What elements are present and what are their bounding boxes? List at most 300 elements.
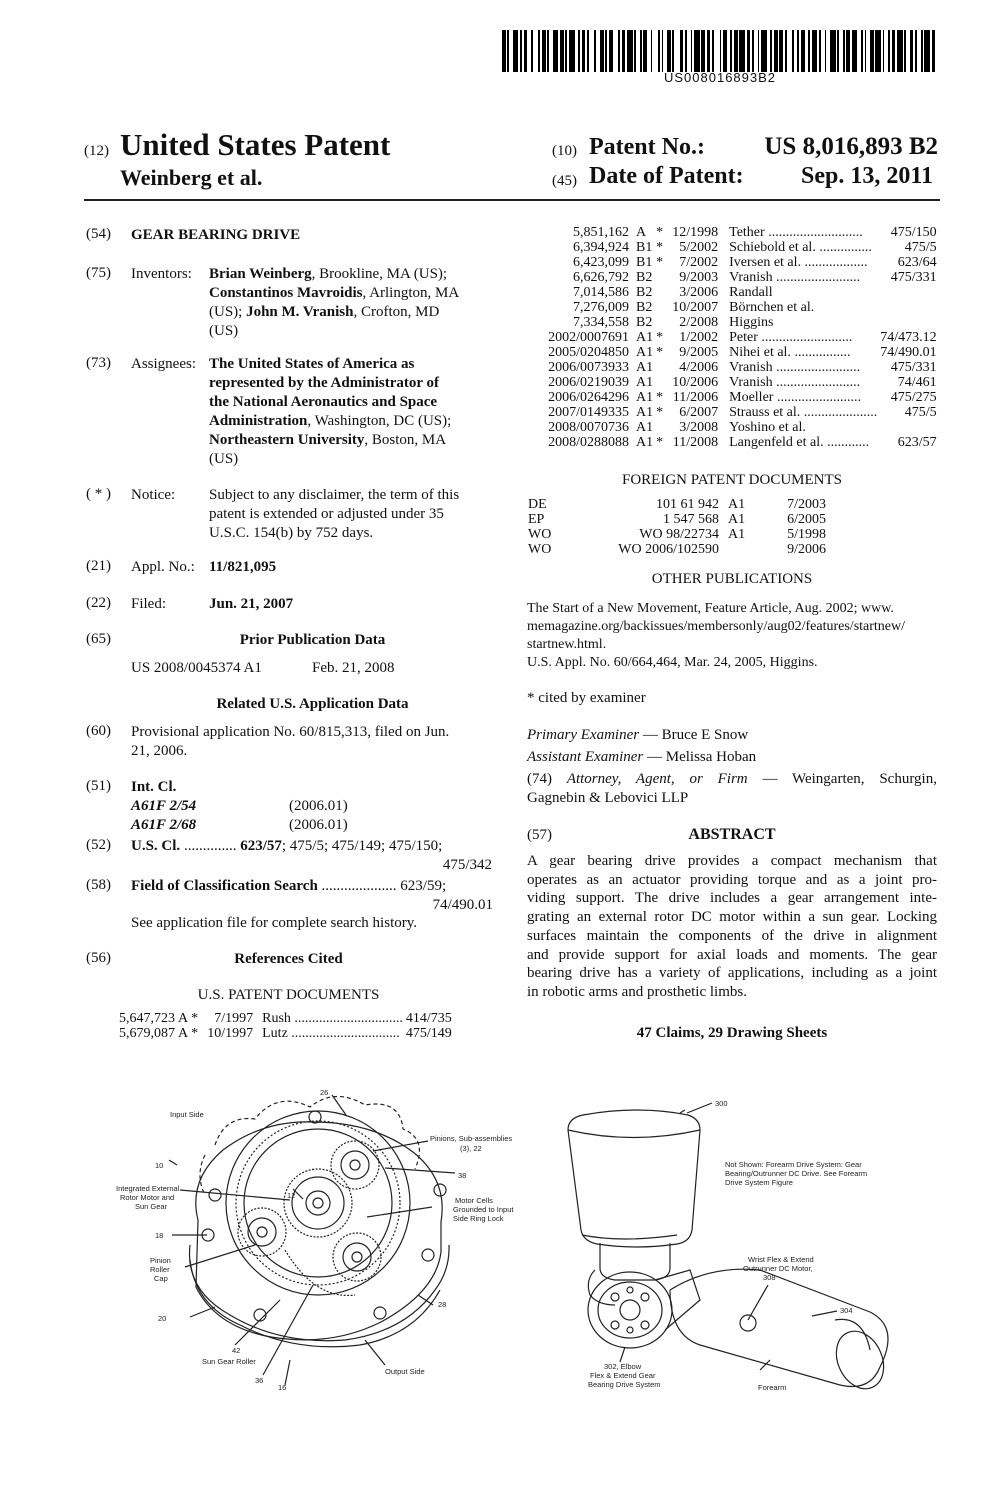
ref-kind: A1: [636, 420, 654, 435]
label-304: 304: [840, 1306, 853, 1315]
other-publications-heading: OTHER PUBLICATIONS: [651, 571, 813, 587]
abstract-line: grating an external rotor DC motor within a sun gear. Locking: [527, 909, 937, 926]
ref-name-text: Börnchen et al.: [729, 300, 815, 315]
ref-name-text: Schiebold et al.: [729, 240, 816, 255]
ref-number: 7,014,586: [573, 285, 629, 300]
ref-name: [721, 315, 880, 330]
assistant-examiner-name: — Melissa Hoban: [643, 749, 757, 765]
other-pub-line: U.S. Appl. No. 60/664,464, Mar. 24, 2005, Higgins.: [527, 655, 818, 670]
inventor-location: , Crofton, MD: [353, 304, 440, 320]
ref-star: *: [656, 435, 664, 450]
label-20: 20: [158, 1314, 167, 1323]
leader-dots: ..............: [183, 838, 237, 854]
ref-kind: A1: [636, 435, 654, 450]
leader-dots: ................: [794, 345, 851, 360]
us-docs-heading: U.S. PATENT DOCUMENTS: [197, 987, 380, 1003]
label-cells-2: Grounded to Input: [453, 1205, 514, 1214]
label-38: 38: [458, 1171, 467, 1180]
label-elbow-1: 302, Elbow: [604, 1362, 642, 1371]
ref-kind: B2: [636, 270, 653, 285]
ref-number: 2006/0073933: [548, 360, 629, 375]
field-search-label: Field of Classification Search: [131, 878, 318, 894]
assignee-location: (US): [209, 451, 239, 467]
primary-examiner-name: — Bruce E Snow: [639, 727, 749, 743]
ref-class: 475/5: [904, 240, 937, 255]
ref-name-text: Randall: [729, 285, 773, 300]
int-cl-version: (2006.01): [289, 817, 348, 833]
ref-date: 3/2006: [679, 285, 719, 300]
us-cl-line2: 475/342: [442, 857, 492, 873]
foreign-docs-heading: FOREIGN PATENT DOCUMENTS: [621, 472, 843, 488]
provisional-application: [131, 723, 496, 761]
ref-class: 475/331: [890, 360, 937, 375]
ref-name: [721, 405, 880, 420]
ref-star: [656, 270, 666, 285]
ref-name-text: Langenfeld et al.: [729, 435, 824, 450]
ref-class: 74/473.12: [880, 330, 937, 345]
ref-class: 623/57: [897, 435, 937, 450]
label-10: 10: [155, 1161, 164, 1170]
attorney-label: Attorney, Agent, or Firm: [566, 771, 748, 787]
ref-name: [721, 330, 880, 345]
reference-row: [537, 420, 940, 435]
barcode-bar: [935, 30, 937, 72]
ref-star: [656, 360, 666, 375]
primary-examiner: [527, 726, 748, 745]
foreign-number: WO 2006/102590: [618, 542, 719, 557]
inventor-name: John M. Vranish: [246, 304, 354, 320]
abstract-line: bearing drive has a variety of applications, including as a joint: [527, 965, 937, 982]
ref-name-text: Strauss et al.: [729, 405, 801, 420]
ref-kind: A1: [636, 405, 654, 420]
notice-label: Notice:: [131, 487, 176, 503]
foreign-reference-row: [528, 497, 829, 512]
ref-kind: A1: [636, 375, 654, 390]
ref-name: [721, 435, 880, 450]
inventor-name: Brian Weinberg: [209, 266, 312, 282]
prior-publication-date: Feb. 21, 2008: [312, 660, 395, 676]
ref-name: Rush: [262, 1011, 291, 1026]
abstract-line: viding support. The drive includes a gear arrangement inte-: [527, 890, 937, 907]
ref-number: 2008/0288088: [548, 435, 629, 450]
foreign-reference-row: [528, 527, 829, 542]
int-cl-version: (2006.01): [289, 798, 348, 814]
leader-dots: ........................: [776, 390, 861, 405]
ref-class: 475/150: [890, 225, 937, 240]
reference-row: [537, 225, 940, 240]
other-pub-line: The Start of a New Movement, Feature Article, Aug. 2002; www.: [527, 601, 894, 616]
foreign-docs-table: [528, 497, 829, 557]
ref-number: 7,276,009: [573, 300, 629, 315]
ref-name-text: Iversen et al.: [729, 255, 802, 270]
invention-title: GEAR BEARING DRIVE: [131, 227, 301, 243]
ref-date: 5/2002: [679, 240, 719, 255]
barcode: [502, 30, 938, 72]
ref-date: 2/2008: [679, 315, 719, 330]
ref-kind: B2: [636, 315, 653, 330]
attorney-name-line2: Gagnebin & Lebovici LLP: [527, 790, 689, 806]
ref-kind: A: [636, 225, 647, 240]
ref-number: 5,851,162: [573, 225, 629, 240]
ref-number: 2002/0007691: [548, 330, 629, 345]
ref-kind: A1: [636, 330, 654, 345]
label-sun-gear-roller: Sun Gear Roller: [202, 1357, 256, 1366]
notice-text: [209, 486, 494, 543]
reference-row: [537, 285, 940, 300]
label-42: 42: [232, 1346, 241, 1355]
label-notshown-3: Drive System Figure: [725, 1178, 793, 1187]
appl-label: Appl. No.:: [131, 559, 195, 575]
foreign-country: WO: [528, 542, 552, 557]
reference-row: [537, 300, 940, 315]
label-notshown-2: Bearing/Outrunner DC Drive. See Forearm: [725, 1169, 868, 1178]
ref-class: [880, 285, 939, 300]
us-cl-rest: ; 475/5; 475/149; 475/150;: [281, 838, 443, 854]
filed-date: Jun. 21, 2007: [209, 596, 294, 612]
code-60: (60): [86, 723, 111, 739]
ref-kind: B2: [636, 300, 653, 315]
filed-label: Filed:: [131, 596, 167, 612]
ref-name: Lutz: [262, 1026, 288, 1041]
ref-number: 2005/0204850: [548, 345, 629, 360]
notice-line: Subject to any disclaimer, the term of this: [209, 487, 460, 503]
ref-class: 475/149: [405, 1026, 452, 1041]
field-search-note: See application file for complete search history.: [131, 915, 418, 931]
date-of-patent: Sep. 13, 2011: [800, 163, 933, 189]
abstract-line: in robotic arms and prosthetic limbs.: [527, 983, 747, 1000]
inventors-label: Inventors:: [131, 266, 192, 282]
ref-name: [721, 300, 880, 315]
ref-name-text: Nihei et al.: [729, 345, 791, 360]
ref-name: [721, 375, 880, 390]
ref-name-text: Moeller: [729, 390, 774, 405]
ref-date: 9/2005: [679, 345, 719, 360]
assignee-line: represented by the Administrator of: [209, 375, 439, 391]
leader-dots: ...............................: [294, 1011, 403, 1026]
label-wrist-3: 308: [763, 1273, 776, 1282]
ref-name: [721, 285, 880, 300]
ref-number: 2007/0149335: [548, 405, 629, 420]
leader-dots: ........................: [776, 360, 861, 375]
label-wrist-2: Outrunner DC Motor,: [743, 1264, 813, 1273]
ref-name: [721, 360, 880, 375]
assignees-list: [209, 355, 499, 469]
label-36: 36: [255, 1376, 264, 1385]
label-18: 18: [155, 1231, 164, 1240]
ref-name-text: Vranish: [729, 270, 773, 285]
code-54: (54): [86, 226, 111, 242]
reference-row: [537, 360, 940, 375]
ref-star: *: [656, 390, 664, 405]
provisional-line: Provisional application No. 60/815,313, filed on Jun.: [131, 724, 450, 740]
provisional-line: 21, 2006.: [131, 743, 188, 759]
reference-row: [537, 270, 940, 285]
ref-kind: A1: [636, 360, 654, 375]
foreign-kind: A1: [728, 497, 746, 512]
foreign-kind: A1: [728, 527, 746, 542]
inventors-list: [209, 265, 499, 341]
ref-kind: A: [178, 1011, 189, 1026]
assignee-line: the National Aeronautics and Space: [209, 394, 438, 410]
label-output-side: Output Side: [385, 1367, 425, 1376]
ref-kind: A1: [636, 390, 654, 405]
foreign-country: DE: [528, 497, 547, 512]
ref-number: 2006/0219039: [548, 375, 629, 390]
label-cells-3: Side Ring Lock: [453, 1214, 504, 1223]
foreign-country: WO: [528, 527, 552, 542]
label-input-side: Input Side: [170, 1110, 204, 1119]
ref-kind: B1: [636, 255, 653, 270]
notice-line: patent is extended or adjusted under 35: [209, 506, 444, 522]
label-elbow-3: Bearing Drive System: [588, 1380, 661, 1389]
ref-name: [721, 225, 880, 240]
prior-publication-number: US 2008/0045374 A1: [131, 660, 262, 676]
leader-dots: ........................: [776, 270, 861, 285]
label-motor-3: Sun Gear: [135, 1202, 168, 1211]
field-search-line: [131, 877, 494, 896]
inventor-location: , Arlington, MA: [362, 285, 460, 301]
reference-row: [119, 1011, 455, 1026]
ref-star: *: [656, 240, 664, 255]
inventor-location: (US): [209, 323, 239, 339]
code-12: (12): [84, 143, 109, 159]
abstract-body: [527, 852, 937, 1002]
label-motor-2: Rotor Motor and: [120, 1193, 175, 1202]
label-cells-1: Motor Cells: [455, 1196, 493, 1205]
us-docs-table-left: [119, 1011, 455, 1041]
patent-no-label: Patent No.:: [589, 134, 705, 160]
inventor-location: , Brookline, MA (US);: [311, 266, 448, 282]
label-cap-3: Cap: [154, 1274, 168, 1283]
ref-star: *: [656, 405, 664, 420]
ref-star: *: [656, 345, 664, 360]
reference-row: [537, 315, 940, 330]
foreign-number: 101 61 942: [656, 497, 719, 512]
ref-number: 7,334,558: [573, 315, 629, 330]
ref-class: 74/490.01: [880, 345, 937, 360]
foreign-date: 5/1998: [787, 527, 826, 542]
label-pinions-2: (3), 22: [460, 1144, 482, 1153]
ref-kind: A: [178, 1026, 189, 1041]
inventor-location: (US);: [209, 304, 247, 320]
assignee-line: Northeastern University: [209, 432, 365, 448]
ref-name-text: Yoshino et al.: [729, 420, 806, 435]
code-22: (22): [86, 595, 111, 611]
ref-star: *: [656, 330, 664, 345]
reference-row: [537, 240, 940, 255]
ref-date: 10/2006: [672, 375, 719, 390]
code-51: (51): [86, 778, 111, 794]
assignee-line: The United States of America as: [209, 356, 415, 372]
ref-date: 11/2006: [672, 390, 719, 405]
ref-class: 475/275: [890, 390, 937, 405]
patent-number: US 8,016,893 B2: [764, 133, 938, 160]
code-74: (74): [527, 771, 567, 787]
leader-dots: ........................: [776, 375, 861, 390]
int-cl-class: A61F 2/54: [131, 798, 197, 814]
ref-name: [721, 420, 880, 435]
code-45: (45): [552, 173, 577, 189]
ref-number: 5,647,723: [119, 1011, 175, 1026]
label-wrist-1: Wrist Flex & Extend: [748, 1255, 814, 1264]
label-cap-2: Roller: [150, 1265, 170, 1274]
ref-name: [721, 390, 880, 405]
gear-drive-figure: [110, 1085, 530, 1395]
ref-name-text: Higgins: [729, 315, 774, 330]
assignee-location: , Washington, DC (US);: [307, 413, 452, 429]
foreign-date: 6/2005: [787, 512, 826, 527]
ref-star: *: [191, 1011, 199, 1026]
ref-date: 11/2008: [672, 435, 719, 450]
prior-publication-heading: Prior Publication Data: [239, 632, 386, 648]
ref-name: [721, 240, 880, 255]
code-56: (56): [86, 950, 111, 966]
foreign-reference-row: [528, 512, 829, 527]
ref-number: 2006/0264296: [548, 390, 629, 405]
ref-date: 7/2002: [679, 255, 719, 270]
ref-number: 6,626,792: [573, 270, 629, 285]
us-cl-label: U.S. Cl.: [131, 838, 181, 854]
cited-by-examiner: * cited by examiner: [527, 690, 646, 706]
label-notshown-1: Not Shown: Forearm Drive System: Gear: [725, 1160, 862, 1169]
foreign-kind: [722, 542, 771, 557]
foreign-number: 1 547 568: [663, 512, 719, 527]
inventor-name: Constantinos Mavroidis: [209, 285, 363, 301]
ref-name-text: Vranish: [729, 360, 773, 375]
ref-name-text: Peter: [729, 330, 758, 345]
ref-star: [656, 315, 666, 330]
ref-name: [721, 270, 880, 285]
label-elbow-2: Flex & Extend Gear: [590, 1371, 656, 1380]
code-10: (10): [552, 143, 577, 159]
assignee-location: , Boston, MA: [364, 432, 447, 448]
int-cl-label: Int. Cl.: [131, 779, 177, 795]
inventor-short: Weinberg et al.: [120, 165, 263, 190]
ref-date: 4/2006: [679, 360, 719, 375]
ref-date: 9/2003: [679, 270, 719, 285]
reference-row: [537, 330, 940, 345]
ref-star: *: [656, 255, 664, 270]
code-52: (52): [86, 837, 111, 853]
code-notice: ( * ): [86, 486, 111, 502]
ref-class: 475/5: [904, 405, 937, 420]
abstract-heading: ABSTRACT: [688, 826, 776, 843]
leader-dots: .....................: [803, 405, 878, 420]
ref-date: 10/1997: [207, 1026, 254, 1041]
patent-type-title: United States Patent: [120, 127, 391, 162]
code-65: (65): [86, 631, 111, 647]
foreign-reference-row: [528, 542, 829, 557]
label-forearm: Forearm: [758, 1383, 787, 1392]
ref-star: [656, 375, 666, 390]
ref-date: 3/2008: [679, 420, 719, 435]
ref-number: 5,679,087: [119, 1026, 175, 1041]
leader-dots: ...............................: [291, 1026, 400, 1041]
ref-class: 623/64: [897, 255, 937, 270]
header-rule: [84, 199, 940, 201]
ref-star: [656, 300, 666, 315]
ref-class: [880, 315, 939, 330]
ref-star: [656, 285, 666, 300]
foreign-kind: A1: [728, 512, 746, 527]
code-57: (57): [527, 827, 552, 843]
foreign-country: EP: [528, 512, 545, 527]
ref-class: 414/735: [405, 1011, 452, 1026]
assistant-examiner: [527, 748, 756, 767]
foreign-date: 7/2003: [787, 497, 826, 512]
notice-line: U.S.C. 154(b) by 752 days.: [209, 525, 374, 541]
label-300: 300: [715, 1099, 728, 1108]
ref-name-text: Tether: [729, 225, 765, 240]
ref-number: 6,423,099: [573, 255, 629, 270]
assignees-label: Assignees:: [131, 356, 196, 372]
references-heading: References Cited: [234, 951, 343, 967]
label-12: 12: [287, 1191, 296, 1200]
us-docs-table-right: [537, 225, 940, 450]
field-search-value: 623/59;: [400, 878, 447, 894]
label-cap-1: Pinion: [150, 1256, 171, 1265]
ref-class: 74/461: [897, 375, 937, 390]
leader-dots: ...........................: [768, 225, 863, 240]
us-cl-main: 623/57: [240, 838, 282, 854]
code-75: (75): [86, 265, 111, 281]
barcode-number: US008016893B2: [663, 70, 777, 85]
field-search-line2: 74/490.01: [432, 897, 493, 913]
label-28: 28: [438, 1300, 447, 1309]
abstract-line: surfaces maintain the components of the drive in alignment: [527, 927, 937, 944]
leader-dots: ...............: [819, 240, 872, 255]
assistant-examiner-label: Assistant Examiner: [527, 749, 644, 765]
reference-row: [119, 1026, 455, 1041]
attorney: [527, 770, 937, 808]
ref-date: 12/1998: [672, 225, 719, 240]
label-motor-1: Integrated External: [116, 1184, 180, 1193]
foreign-number: WO 98/22734: [639, 527, 719, 542]
related-data-heading: Related U.S. Application Data: [216, 696, 409, 712]
code-58: (58): [86, 877, 111, 893]
reference-row: [537, 390, 940, 405]
ref-star: *: [191, 1026, 199, 1041]
reference-row: [537, 345, 940, 360]
label-pinions-1: Pinions, Sub-assemblies: [430, 1134, 513, 1143]
ref-kind: A1: [636, 345, 654, 360]
ref-date: 7/1997: [214, 1011, 254, 1026]
leader-dots: ..........................: [761, 330, 853, 345]
ref-kind: B2: [636, 285, 653, 300]
other-publications: [527, 600, 942, 672]
ref-number: 2008/0070736: [548, 420, 629, 435]
code-73: (73): [86, 355, 111, 371]
ref-class: [880, 300, 939, 315]
date-label: Date of Patent:: [589, 163, 744, 189]
leader-dots: ............: [827, 435, 870, 450]
ref-date: 10/2007: [672, 300, 719, 315]
ref-name: [721, 255, 880, 270]
us-cl-line: [131, 837, 495, 856]
other-pub-line: startnew.html.: [527, 637, 607, 652]
claims-summary: 47 Claims, 29 Drawing Sheets: [636, 1025, 828, 1041]
abstract-line: and provide support for axial loads and moments. The gear: [527, 946, 937, 963]
ref-class: [880, 420, 939, 435]
ref-date: 1/2002: [679, 330, 719, 345]
code-21: (21): [86, 558, 111, 574]
label-16: 16: [278, 1383, 287, 1392]
ref-kind: B1: [636, 240, 653, 255]
leader-dots: ....................: [321, 878, 397, 894]
appl-number: 11/821,095: [209, 559, 277, 575]
ref-star: *: [656, 225, 664, 240]
reference-row: [537, 255, 940, 270]
